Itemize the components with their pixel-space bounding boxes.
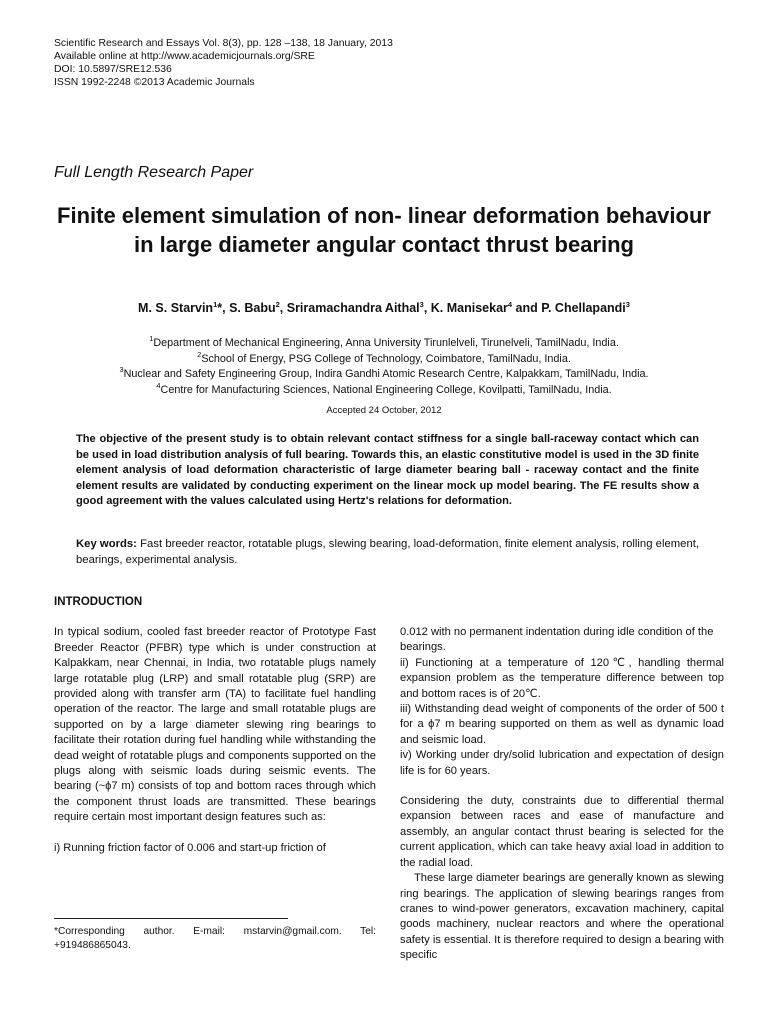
affiliation — [54, 336, 714, 352]
paragraph: Considering the duty, constraints due to differential thermal expansion between races and ease of manufacture and assembly, an angular contact thrust bearing is selected for the current application, which can take heavy axial load in addition to the radial load. — [400, 795, 724, 869]
affiliation-num: 4 — [156, 380, 161, 390]
paragraph: In typical sodium, cooled fast breeder reactor of Prototype Fast Breeder Reactor (PFBR) type which is under construction at Kalpakkam, near Chennai, in India, two rotatable plugs namely large rotatable plug (LRP) and small rotatable plug (SRP) are provided along with transfer arm (TA) to facilitate fuel handling operation of the reactor. The large and small rotatable plugs are supported on by a large diameter slewing ring bearings to facilitate their rotation during fuel handling while withstanding the dead weight of rotatable plugs and components supported on the plugs along with seismic loads during seismic events. The bearing (~ϕ7 m) consists of top and bottom races through which the component thrust loads are transmitted. These bearings require certain most important design features such as: — [54, 626, 376, 824]
footnote-divider — [54, 918, 288, 919]
affiliation-text: Centre for Manufacturing Sciences, National Engineering College, Kovilpatti, TamilNadu, India. — [160, 383, 612, 396]
abstract: The objective of the present study is to obtain relevant contact stiffness for a single ball-raceway contact which can be used in load distribution analysis of full bearing. Towards this, an elastic constitutive model is used in the 3D finite element analysis of load deformation characteristic of large diameter bearing ball - raceway contact and the finite element results are validated by conducting experiment on the linear mock up model bearing. The FE results show a good agreement with the values calculated using Hertz's relations for deformation. — [76, 433, 699, 507]
affiliation-text: Department of Mechanical Engineering, Anna University Tirunlelveli, Tirunelveli, TamilNadu, India. — [153, 337, 619, 349]
doi-line: DOI: 10.5897/SRE12.536 — [54, 64, 172, 75]
left-column — [54, 595, 376, 856]
keywords — [76, 537, 699, 568]
author-sup: 2 — [275, 300, 280, 309]
author-sep: *, — [217, 301, 230, 315]
list-item: 0.012 with no permanent indentation during idle condition of the bearings. — [400, 626, 714, 654]
affiliation-num: 2 — [197, 349, 202, 359]
keywords-text: Fast breeder reactor, rotatable plugs, slewing bearing, load-deformation, finite element analysis, rolling element, bearings, experimental analysis. — [76, 538, 700, 566]
list-item: iii) Withstanding dead weight of components of the order of 500 t for a ϕ7 m bearing supported on them as well as dynamic load and seismic load. — [400, 703, 724, 746]
accepted-date: Accepted 24 October, 2012 — [326, 405, 442, 416]
affiliation — [54, 349, 714, 368]
author-sup: 4 — [507, 300, 513, 309]
affiliation-num: 1 — [149, 334, 154, 343]
availability-line: Available online at http://www.academicjournals.org/SRE — [54, 51, 315, 62]
journal-citation: Scientific Research and Essays Vol. 8(3), pp. 128 –138, 18 January, 2013 — [54, 38, 393, 49]
section-heading: INTRODUCTION — [54, 596, 143, 608]
journal-header — [54, 37, 393, 89]
author-name: K. Manisekar — [430, 301, 508, 315]
keywords-label: Key words: — [76, 538, 137, 550]
author-name: M. S. Starvin — [138, 301, 214, 315]
list-item: ii) Functioning at a temperature of 120℃, handling thermal expansion problem as the temperature difference between top and bottom races is of 20℃. — [400, 656, 724, 700]
list-item: iv) Working under dry/solid lubrication and expectation of design life is for 60 years. — [400, 749, 724, 777]
affiliation-text: Nuclear and Safety Engineering Group, Indira Gandhi Atomic Research Centre, Kalpakkam, TamilNadu, India. — [123, 368, 649, 381]
author-name: Sriramachandra Aithal — [286, 301, 420, 315]
author-sup: 3 — [625, 300, 630, 309]
paper-type: Full Length Research Paper — [54, 164, 254, 181]
author-sup: 1 — [213, 300, 218, 309]
issn-line: ISSN 1992-2248 ©2013 Academic Journals — [54, 77, 255, 88]
author-sep: , — [423, 301, 431, 315]
paragraph: These large diameter bearings are generally known as slewing ring bearings. The application of slewing bearings ranges from cranes to wind-power generators, excavation machinery, capital goods machinery, nuclear reactors and where the operational safety is essential. It is therefore required to design a bearing with specific — [400, 872, 724, 962]
affiliation — [54, 367, 714, 383]
right-column — [400, 625, 724, 964]
affiliation-num: 3 — [119, 365, 124, 375]
author-sep: and — [512, 301, 542, 315]
affiliations — [54, 336, 714, 398]
affiliation-text: School of Energy, PSG College of Technology, Coimbatore, TamilNadu, India. — [201, 352, 571, 365]
affiliation — [54, 380, 714, 399]
author-list — [54, 301, 714, 315]
author-sep: , — [279, 301, 287, 315]
author-sup: 3 — [419, 300, 424, 309]
author-name: P. Chellapandi — [541, 301, 626, 315]
author-name: S. Babu — [229, 301, 276, 315]
paragraph: i) Running friction factor of 0.006 and start-up friction of — [54, 841, 326, 854]
paper-title: Finite element simulation of non- linear deformation behaviour in large diameter angular contact thrust bearing — [57, 203, 711, 257]
corresponding-author-footnote: *Corresponding author. E-mail: mstarvin@gmail.com. Tel: +919486865043. — [54, 926, 376, 951]
